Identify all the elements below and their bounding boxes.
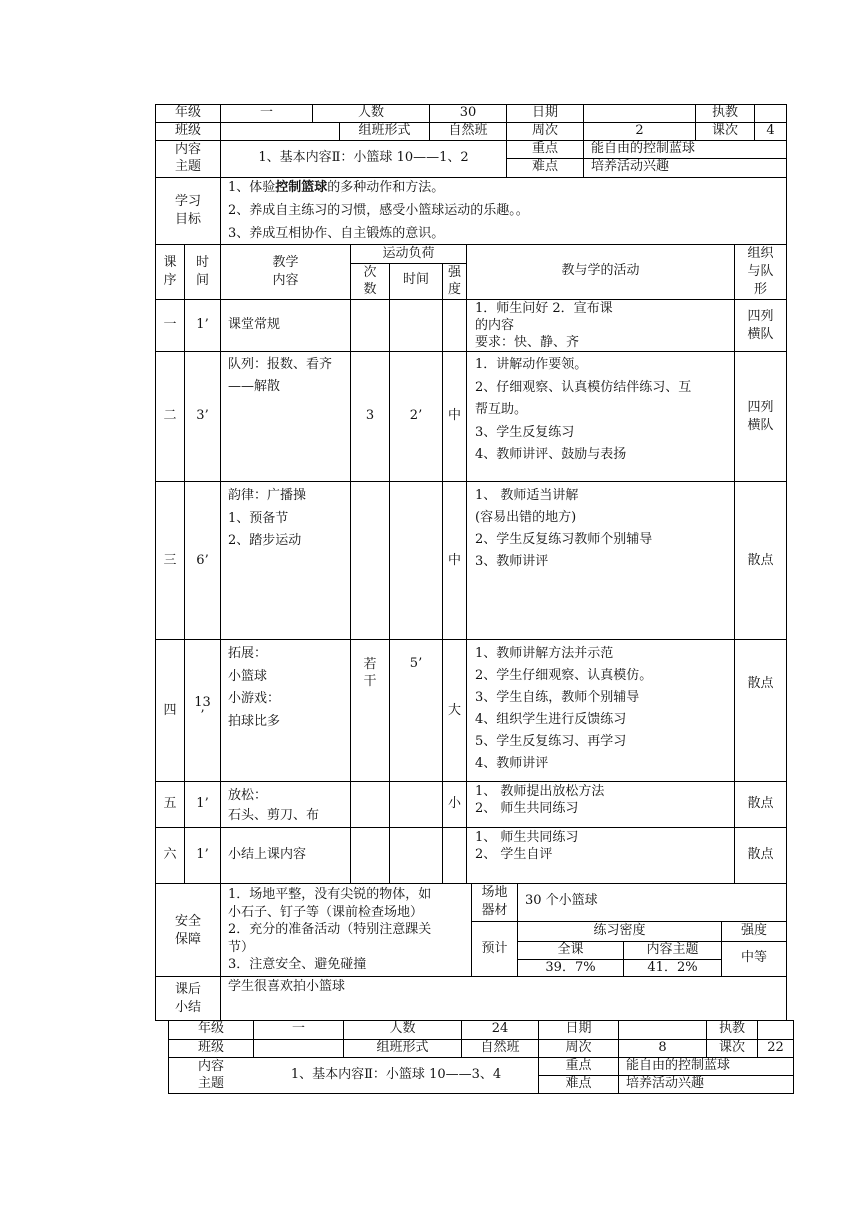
col-intensity: 强 度 [447,265,461,297]
col-order: 课 序 [163,255,177,288]
main-label: 内容主题 [646,942,699,957]
count-value: 30 [459,105,477,120]
row-order: 二 [163,408,177,423]
whole-label: 全课 [557,942,584,957]
key-point-label: 重点 [565,1058,592,1073]
row-activity: 1、 教师适当讲解 (容易出错的地方) 2、学生反复练习教师个别辅导 3、教师讲评 [475,488,653,569]
row-times: 若 干 [363,657,377,689]
col-content: 教学 内容 [272,255,299,288]
venue-value: 30 个小篮球 [525,893,598,908]
row-intensity: 中 [447,553,461,568]
week-label: 周次 [531,123,558,138]
row-activity: 1、教师讲解方法并示范 2、学生仔细观察、认真模仿。 3、学生自练，教师个别辅导 4、组织学生进行反馈练习 5、学生反复练习、再学习 4、教师讲评 [475,646,653,771]
date-label: 日期 [531,105,558,120]
row-activity: 1、 教师提出放松方法 2、 师生共同练习 [475,784,605,816]
estimate-label: 预计 [481,941,508,956]
date-label: 日期 [565,1021,592,1036]
content-theme-label: 内容 主题 [174,142,201,174]
difficulty-label: 难点 [531,159,558,174]
row-time: 1’ [196,796,209,811]
row-order: 五 [163,796,177,811]
main-density: 41．2% [647,960,698,975]
row-formation: 散点 [747,676,774,691]
count-value: 24 [491,1021,509,1036]
difficulty-value: 培养活动兴趣 [626,1076,705,1091]
row-intensity: 中 [447,408,461,423]
col-activity: 教与学的活动 [561,263,640,278]
count-label: 人数 [389,1021,416,1036]
row-time: 1’ [196,847,209,862]
row-formation: 四列 横队 [747,400,774,433]
row-content: 队列：报数、看齐 ——解散 [228,357,333,394]
row-intensity: 大 [447,703,461,718]
row-order: 六 [163,847,177,862]
grade-label: 年级 [197,1021,224,1036]
summary-text: 学生很喜欢拍小篮球 [228,979,346,994]
safety-label: 安全 保障 [174,914,201,947]
grade-value: 一 [291,1021,305,1036]
content-theme-value: 1、基本内容Ⅱ：小篮球 10——3、4 [290,1067,502,1082]
row-duration: 2’ [409,408,423,423]
row-duration: 5’ [409,656,423,671]
col-duration: 时间 [402,272,429,287]
grade-label: 年级 [174,105,201,120]
content-theme-value: 1、基本内容Ⅱ：小篮球 10——1、2 [258,150,469,165]
key-point-label: 重点 [531,141,558,156]
lesson-label: 课次 [711,123,738,138]
form-label: 组班形式 [358,123,411,138]
row-intensity: 小 [447,796,461,811]
week-value: 2 [635,123,644,138]
venue-label: 场地 器材 [481,885,508,918]
row-time: 1’ [196,317,209,332]
row-time: 3’ [196,408,209,423]
row-formation: 散点 [747,847,774,862]
goals-label: 学习 目标 [174,194,201,227]
row-order: 三 [163,553,177,568]
difficulty-label: 难点 [565,1076,592,1091]
row-formation: 散点 [747,553,774,568]
count-label: 人数 [357,105,384,120]
week-label: 周次 [565,1040,592,1055]
row-content: 拓展： 小篮球 小游戏： 拍球比多 [228,646,281,729]
col-time: 时 间 [195,255,209,288]
summary-label: 课后 小结 [174,982,201,1015]
lesson-label: 课次 [718,1040,745,1055]
row-formation: 四列 横队 [747,309,774,342]
difficulty-value: 培养活动兴趣 [591,159,670,174]
goal-1: 1、体验控制篮球的多种动作和方法。 [228,180,445,195]
grade-value: 一 [259,105,273,120]
class-label: 班级 [197,1040,224,1055]
content-theme-label: 内容 主题 [197,1059,224,1091]
row-order: 四 [163,703,177,718]
intensity-label: 强度 [740,923,767,938]
week-value: 8 [658,1040,667,1055]
key-point-value: 能自由的控制蓝球 [591,141,696,156]
lesson-value: 22 [767,1040,784,1055]
row-time: 6’ [196,553,209,568]
goal-3: 3、养成互相协作、自主锻炼的意识。 [228,226,445,241]
lesson-value: 4 [766,123,775,138]
teacher-label: 执教 [711,105,738,120]
row-content: 小结上课内容 [228,847,307,862]
safety-text: 1．场地平整，没有尖锐的物体，如 小石子、钉子等（课前检查场地） 2．充分的准备活动（特别注意踝关 节） 3．注意安全、避免碰撞 [228,887,432,972]
class-label: 班级 [174,123,201,138]
row-activity: 1、 师生共同练习 2、 学生自评 [475,830,579,862]
col-load: 运动负荷 [382,246,435,261]
teacher-label: 执教 [718,1021,745,1036]
row-formation: 散点 [747,796,774,811]
col-times: 次 数 [363,265,377,297]
goal-2: 2、养成自主练习的习惯，感受小篮球运动的乐趣。。 [228,203,529,218]
density-label: 练习密度 [593,923,646,938]
form-label: 组班形式 [376,1040,429,1055]
intensity-value: 中等 [740,950,767,965]
row-content: 放松： 石头、剪刀、布 [228,788,320,823]
form-value: 自然班 [448,123,488,138]
row-time: 13 ’ [194,695,211,723]
whole-density: 39．7% [545,960,596,975]
key-point-value: 能自由的控制蓝球 [626,1058,731,1073]
col-formation: 组织 与队 形 [747,246,774,297]
row-activity: 1．师生问好 2．宣布课 的内容 要求：快、静、齐 [475,301,613,350]
row-order: 一 [163,317,177,332]
row-times: 3 [365,408,375,423]
row-content: 课堂常规 [228,317,281,332]
row-content: 韵律：广播操 1、预备节 2、踏步运动 [228,488,307,548]
row-activity: 1．讲解动作要领。 2、仔细观察、认真模仿结伴练习、互 帮互助。 3、学生反复练习 4、教师讲评、鼓励与表扬 [475,357,692,462]
form-value: 自然班 [480,1040,520,1055]
